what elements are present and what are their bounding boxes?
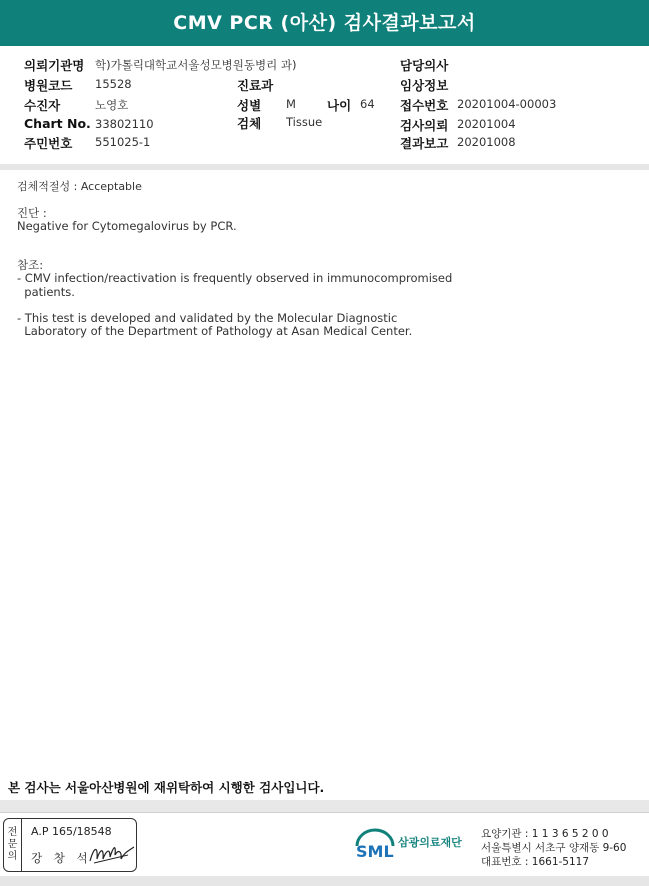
stamp-side-text: 전문의 xyxy=(7,827,18,862)
outsourcing-notice: 본 검사는 서울아산병원에 재위탁하여 시행한 검사입니다. xyxy=(8,780,325,795)
chart-no-label: Chart No. xyxy=(24,116,91,131)
reference-item-2-line-2: Laboratory of the Department of Pathology at Asan Medical Center. xyxy=(17,324,413,338)
reference-item-1-line-2: patients. xyxy=(17,285,75,299)
specimen-value: Tissue xyxy=(286,115,323,129)
hospital-code-label: 병원코드 xyxy=(24,78,73,93)
sex-value: M xyxy=(286,97,296,111)
accession-value: 20201004-00003 xyxy=(457,97,557,111)
request-date-value: 20201004 xyxy=(457,117,516,131)
header-separator xyxy=(0,164,649,170)
stamp-side-label xyxy=(4,819,22,871)
footer-divider xyxy=(0,812,649,813)
signature-image xyxy=(88,841,136,867)
rrn-value: 551025-1 xyxy=(95,135,151,149)
age-value: 64 xyxy=(360,97,375,111)
report-header xyxy=(0,46,649,164)
doctor-label: 담당의사 xyxy=(400,58,449,73)
hospital-code-value: 15528 xyxy=(95,77,132,91)
reference-label: 참조: xyxy=(17,258,44,272)
stamp-name: 강 창 석 xyxy=(31,851,92,865)
specimen-label: 검체 xyxy=(237,116,262,131)
stamp-license: A.P 165/18548 xyxy=(31,825,112,838)
sex-label: 성별 xyxy=(237,98,262,113)
chart-no-value: 33802110 xyxy=(95,117,154,131)
address: 서울특별시 서초구 양재동 9-60 xyxy=(481,842,627,854)
report-date-label: 결과보고 xyxy=(400,136,449,151)
institution-value: 학)가톨릭대학교서울성모병원동병리 과) xyxy=(95,58,297,72)
report-date-value: 20201008 xyxy=(457,135,516,149)
age-label: 나이 xyxy=(327,98,352,113)
institution-label: 의뢰기관명 xyxy=(24,58,85,73)
logo-text: 삼광의료재단 xyxy=(398,836,462,849)
bottom-band xyxy=(0,876,649,886)
department-label: 진료과 xyxy=(237,78,274,93)
patient-value: 노영호 xyxy=(95,98,129,112)
request-date-label: 검사의뢰 xyxy=(400,118,449,133)
clinical-info-label: 임상정보 xyxy=(400,78,449,93)
patient-label: 수진자 xyxy=(24,98,61,113)
report-title: CMV PCR (아산) 검사결과보고서 xyxy=(0,0,649,46)
diagnosis-label: 진단 : xyxy=(17,206,47,220)
svg-text:SML: SML xyxy=(356,842,394,861)
specialist-stamp xyxy=(3,818,137,872)
reference-item-2-line-1: - This test is developed and validated by the Molecular Diagnostic xyxy=(17,311,398,325)
footer-band xyxy=(0,800,649,812)
reference-item-1-line-1: - CMV infection/reactivation is frequently observed in immunocompromised xyxy=(17,271,453,285)
rrn-label: 주민번호 xyxy=(24,136,73,151)
phone-number: 대표번호 : 1661-5117 xyxy=(481,856,590,868)
diagnosis-text: Negative for Cytomegalovirus by PCR. xyxy=(17,219,237,233)
accession-label: 접수번호 xyxy=(400,98,449,113)
adequacy-text: 검체적절성 : Acceptable xyxy=(17,180,142,193)
care-institution-number: 요양기관 : 1 1 3 6 5 2 0 0 xyxy=(481,828,609,840)
